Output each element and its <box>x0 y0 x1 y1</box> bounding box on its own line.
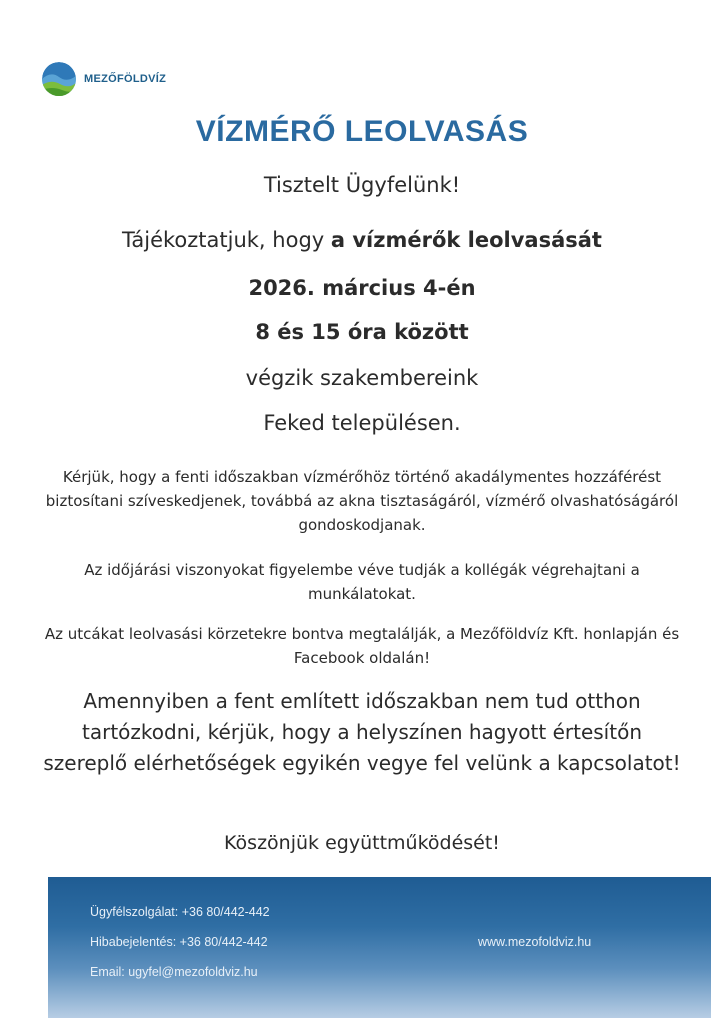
contact-email: Email: ugyfel@mezofoldviz.hu <box>90 965 258 979</box>
intro-line <box>0 228 724 252</box>
page-title: VÍZMÉRŐ LEOLVASÁS <box>195 115 529 148</box>
intro-bold: a vízmérők leolvasását <box>330 228 602 252</box>
greeting: Tisztelt Ügyfelünk! <box>263 173 461 197</box>
streets-paragraph: Az utcákat leolvasási körzetekre bontva megtalálják, a Mezőföldvíz Kft. honlapján és Facebook oldalán! <box>44 625 680 667</box>
customer-service-phone: Ügyfélszolgálat: +36 80/442-442 <box>90 905 270 919</box>
location-line: Feked településen. <box>263 411 461 435</box>
performer-line: végzik szakembereink <box>245 366 479 390</box>
reading-date: 2026. március 4-én <box>248 276 476 300</box>
company-logo <box>42 62 166 96</box>
absence-paragraph: Amennyiben a fent említett időszakban nem tud otthon tartózkodni, kérjük, hogy a helyszínen hagyott értesítőn szereplő elérhetőségek egyikén vegye fel velünk a kapcsolatot! <box>43 689 681 775</box>
intro-prefix: Tájékoztatjuk, hogy <box>122 228 331 252</box>
water-drop-logo-icon <box>42 62 76 96</box>
reading-time: 8 és 15 óra között <box>255 320 469 344</box>
weather-paragraph: Az időjárási viszonyokat figyelembe véve tudják a kollégák végrehajtani a munkálatokat. <box>84 561 640 603</box>
logo-text: MEZŐFÖLDVÍZ <box>84 73 167 85</box>
thanks-line: Köszönjük együttműködését! <box>224 832 500 854</box>
access-paragraph: Kérjük, hogy a fenti időszakban vízmérőhöz történő akadálymentes hozzáférést biztosítani szíveskedjenek, továbbá az akna tisztaságáról, vízmérő olvashatóságáról gondoskodjanak. <box>45 468 679 534</box>
website-link: www.mezofoldviz.hu <box>478 935 592 949</box>
fault-report-phone: Hibabejelentés: +36 80/442-442 <box>90 935 268 949</box>
contact-footer <box>48 877 711 1018</box>
